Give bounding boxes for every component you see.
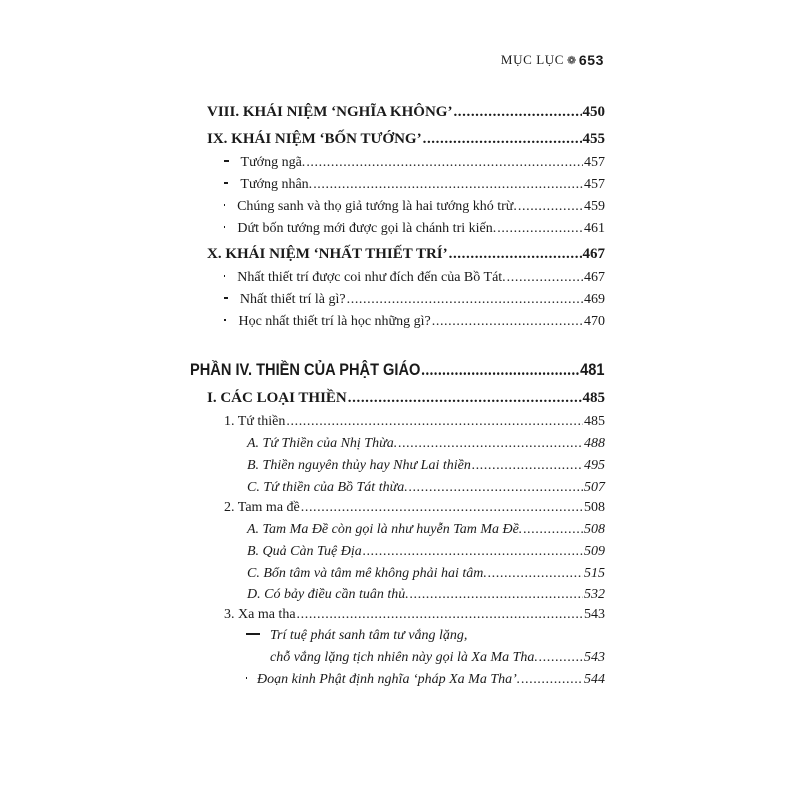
dash-bullet bbox=[224, 182, 228, 184]
toc-entry-label: Dứt bốn tướng mới được gọi là chánh tri kiến. bbox=[237, 221, 497, 236]
leader-dots bbox=[313, 177, 583, 193]
toc-entry-page: 469 bbox=[584, 292, 605, 307]
leader-dots bbox=[518, 199, 583, 215]
toc-entry-label: I. CÁC LOẠI THIỀN bbox=[207, 390, 347, 406]
toc-entry-page: 457 bbox=[584, 155, 605, 170]
toc-entry-label: Đoạn kinh Phật định nghĩa ‘pháp Xa Ma Tha’. bbox=[257, 672, 521, 687]
dash-bullet bbox=[246, 677, 247, 679]
toc-entry-page: 544 bbox=[584, 672, 605, 687]
toc-entry-label: B. Quả Càn Tuệ Địa bbox=[247, 544, 362, 559]
toc-entry-label: Nhất thiết trí là gì? bbox=[239, 292, 346, 307]
leader-dots bbox=[306, 155, 583, 171]
toc-entry-label: Chúng sanh và thọ giả tướng là hai tướng khó trừ. bbox=[237, 199, 517, 214]
running-header bbox=[501, 52, 604, 68]
toc-entry-page: 543 bbox=[584, 607, 605, 622]
leader-dots bbox=[521, 672, 583, 688]
toc-entry-label: Tướng nhân. bbox=[240, 177, 313, 192]
leader-dots bbox=[488, 566, 583, 582]
toc-entry-label: B. Thiền nguyên thủy hay Như Lai thiền bbox=[247, 458, 471, 473]
dash-bullet bbox=[224, 160, 229, 162]
toc-entry-page: 508 bbox=[584, 522, 605, 537]
leader-dots bbox=[297, 607, 583, 623]
toc-entry-page: 515 bbox=[584, 566, 605, 581]
toc-entry-label: Học nhất thiết trí là học những gì? bbox=[238, 314, 431, 329]
toc-entry-label: 2. Tam ma đề bbox=[224, 500, 300, 515]
toc-entry-ix-4[interactable] bbox=[224, 221, 605, 237]
leader-dots bbox=[410, 587, 583, 603]
leader-dots bbox=[539, 650, 583, 666]
toc-entry-page: 455 bbox=[582, 131, 605, 147]
toc-entry-label: D. Có bảy điều cần tuân thủ. bbox=[247, 587, 409, 602]
toc-entry-label-line1: Trí tuệ phát sanh tâm tư vắng lặng, bbox=[270, 628, 468, 643]
toc-entry-x-3[interactable] bbox=[224, 314, 605, 330]
toc-entry-label: Nhất thiết trí được coi như đích đến của Bồ Tát. bbox=[237, 270, 506, 285]
toc-part-label: PHẦN IV. THIỀN CỦA PHẬT GIÁO bbox=[190, 360, 421, 379]
toc-entry-page: 467 bbox=[582, 246, 605, 262]
leader-dots bbox=[348, 390, 582, 407]
toc-entry-p4-i[interactable] bbox=[207, 390, 605, 407]
toc-entry-p4-2a[interactable] bbox=[247, 522, 605, 538]
leader-dots bbox=[432, 314, 583, 330]
running-title: MỤC LỤC bbox=[500, 52, 564, 67]
dash-bullet bbox=[224, 204, 225, 206]
leader-dots bbox=[423, 131, 582, 148]
toc-entry-x-2[interactable] bbox=[224, 292, 605, 308]
leader-dots bbox=[286, 414, 583, 430]
toc-entry-page: 459 bbox=[584, 199, 605, 214]
leader-dots bbox=[449, 246, 582, 263]
toc-entry-p4-3a-line1[interactable] bbox=[246, 628, 467, 644]
dash-bullet bbox=[246, 633, 260, 635]
leader-dots bbox=[347, 292, 583, 308]
toc-entry-label: VIII. KHÁI NIỆM ‘NGHĨA KHÔNG’ bbox=[207, 104, 453, 120]
leader-dots bbox=[409, 480, 583, 496]
toc-entry-label: C. Bổn tâm và tâm mê không phải hai tâm. bbox=[247, 566, 487, 581]
toc-entry-p4-3[interactable] bbox=[224, 607, 605, 623]
toc-entry-page: 543 bbox=[584, 650, 605, 665]
toc-part-page: 481 bbox=[580, 360, 605, 379]
toc-entry-page: 507 bbox=[584, 480, 605, 495]
flower-ornament-icon: ❁ bbox=[567, 54, 577, 67]
toc-entry-p4-1[interactable] bbox=[224, 414, 605, 430]
toc-entry-viii[interactable] bbox=[207, 104, 605, 121]
toc-entry-p4-3b[interactable] bbox=[246, 672, 605, 688]
leader-dots bbox=[523, 522, 583, 538]
leader-dots bbox=[453, 104, 581, 121]
toc-entry-label: IX. KHÁI NIỆM ‘BỐN TƯỚNG’ bbox=[207, 131, 422, 147]
leader-dots bbox=[398, 436, 583, 452]
toc-entry-page: 508 bbox=[584, 500, 605, 515]
toc-entry-label: X. KHÁI NIỆM ‘NHẤT THIẾT TRÍ’ bbox=[207, 246, 448, 262]
dash-bullet bbox=[224, 297, 228, 299]
leader-dots bbox=[507, 270, 583, 286]
leader-dots bbox=[472, 458, 583, 474]
toc-entry-p4-2d[interactable] bbox=[247, 587, 605, 603]
toc-entry-p4-3a[interactable] bbox=[270, 650, 605, 666]
leader-dots bbox=[363, 544, 583, 560]
toc-entry-p4-2c[interactable] bbox=[247, 566, 605, 582]
toc-entry-ix-2[interactable] bbox=[224, 177, 605, 193]
dash-bullet bbox=[224, 319, 226, 321]
toc-entry-label: 3. Xa ma tha bbox=[224, 607, 296, 622]
toc-entry-p4-1b[interactable] bbox=[247, 458, 605, 474]
leader-dots bbox=[301, 500, 583, 516]
toc-entry-ix-3[interactable] bbox=[224, 199, 605, 215]
toc-entry-x[interactable] bbox=[207, 246, 605, 263]
dash-bullet bbox=[224, 275, 225, 277]
toc-entry-p4-1a[interactable] bbox=[247, 436, 605, 452]
toc-entry-page: 457 bbox=[584, 177, 605, 192]
toc-entry-page: 470 bbox=[584, 314, 605, 329]
toc-entry-label: 1. Tứ thiền bbox=[224, 414, 286, 429]
toc-entry-page: 495 bbox=[584, 458, 605, 473]
toc-entry-page: 509 bbox=[584, 544, 605, 559]
leader-dots bbox=[421, 360, 579, 380]
toc-entry-p4-1c[interactable] bbox=[247, 480, 605, 496]
toc-entry-label: C. Tứ thiền của Bồ Tát thừa. bbox=[247, 480, 408, 495]
toc-entry-page: 485 bbox=[582, 390, 605, 406]
toc-entry-page: 461 bbox=[584, 221, 605, 236]
leader-dots bbox=[497, 221, 583, 237]
toc-entry-label: A. Tam Ma Đề còn gọi là như huyễn Tam Ma Đề. bbox=[247, 522, 523, 537]
toc-part-iv[interactable] bbox=[190, 360, 605, 380]
toc-entry-page: 488 bbox=[584, 436, 605, 451]
page-number: 653 bbox=[578, 52, 604, 68]
toc-entry-label: chỗ vắng lặng tịch nhiên này gọi là Xa Ma Tha. bbox=[270, 650, 538, 665]
toc-entry-page: 485 bbox=[584, 414, 605, 429]
toc-entry-x-1[interactable] bbox=[224, 270, 605, 286]
dash-bullet bbox=[224, 226, 225, 228]
toc-entry-p4-2[interactable] bbox=[224, 500, 605, 516]
toc-entry-label: Tướng ngã. bbox=[240, 155, 306, 170]
toc-entry-page: 450 bbox=[582, 104, 605, 120]
toc-entry-page: 532 bbox=[584, 587, 605, 602]
toc-entry-ix-1[interactable] bbox=[224, 155, 605, 171]
toc-entry-p4-2b[interactable] bbox=[247, 544, 605, 560]
toc-entry-label: A. Tứ Thiền của Nhị Thừa. bbox=[247, 436, 398, 451]
toc-entry-page: 467 bbox=[584, 270, 605, 285]
toc-entry-ix[interactable] bbox=[207, 131, 605, 148]
